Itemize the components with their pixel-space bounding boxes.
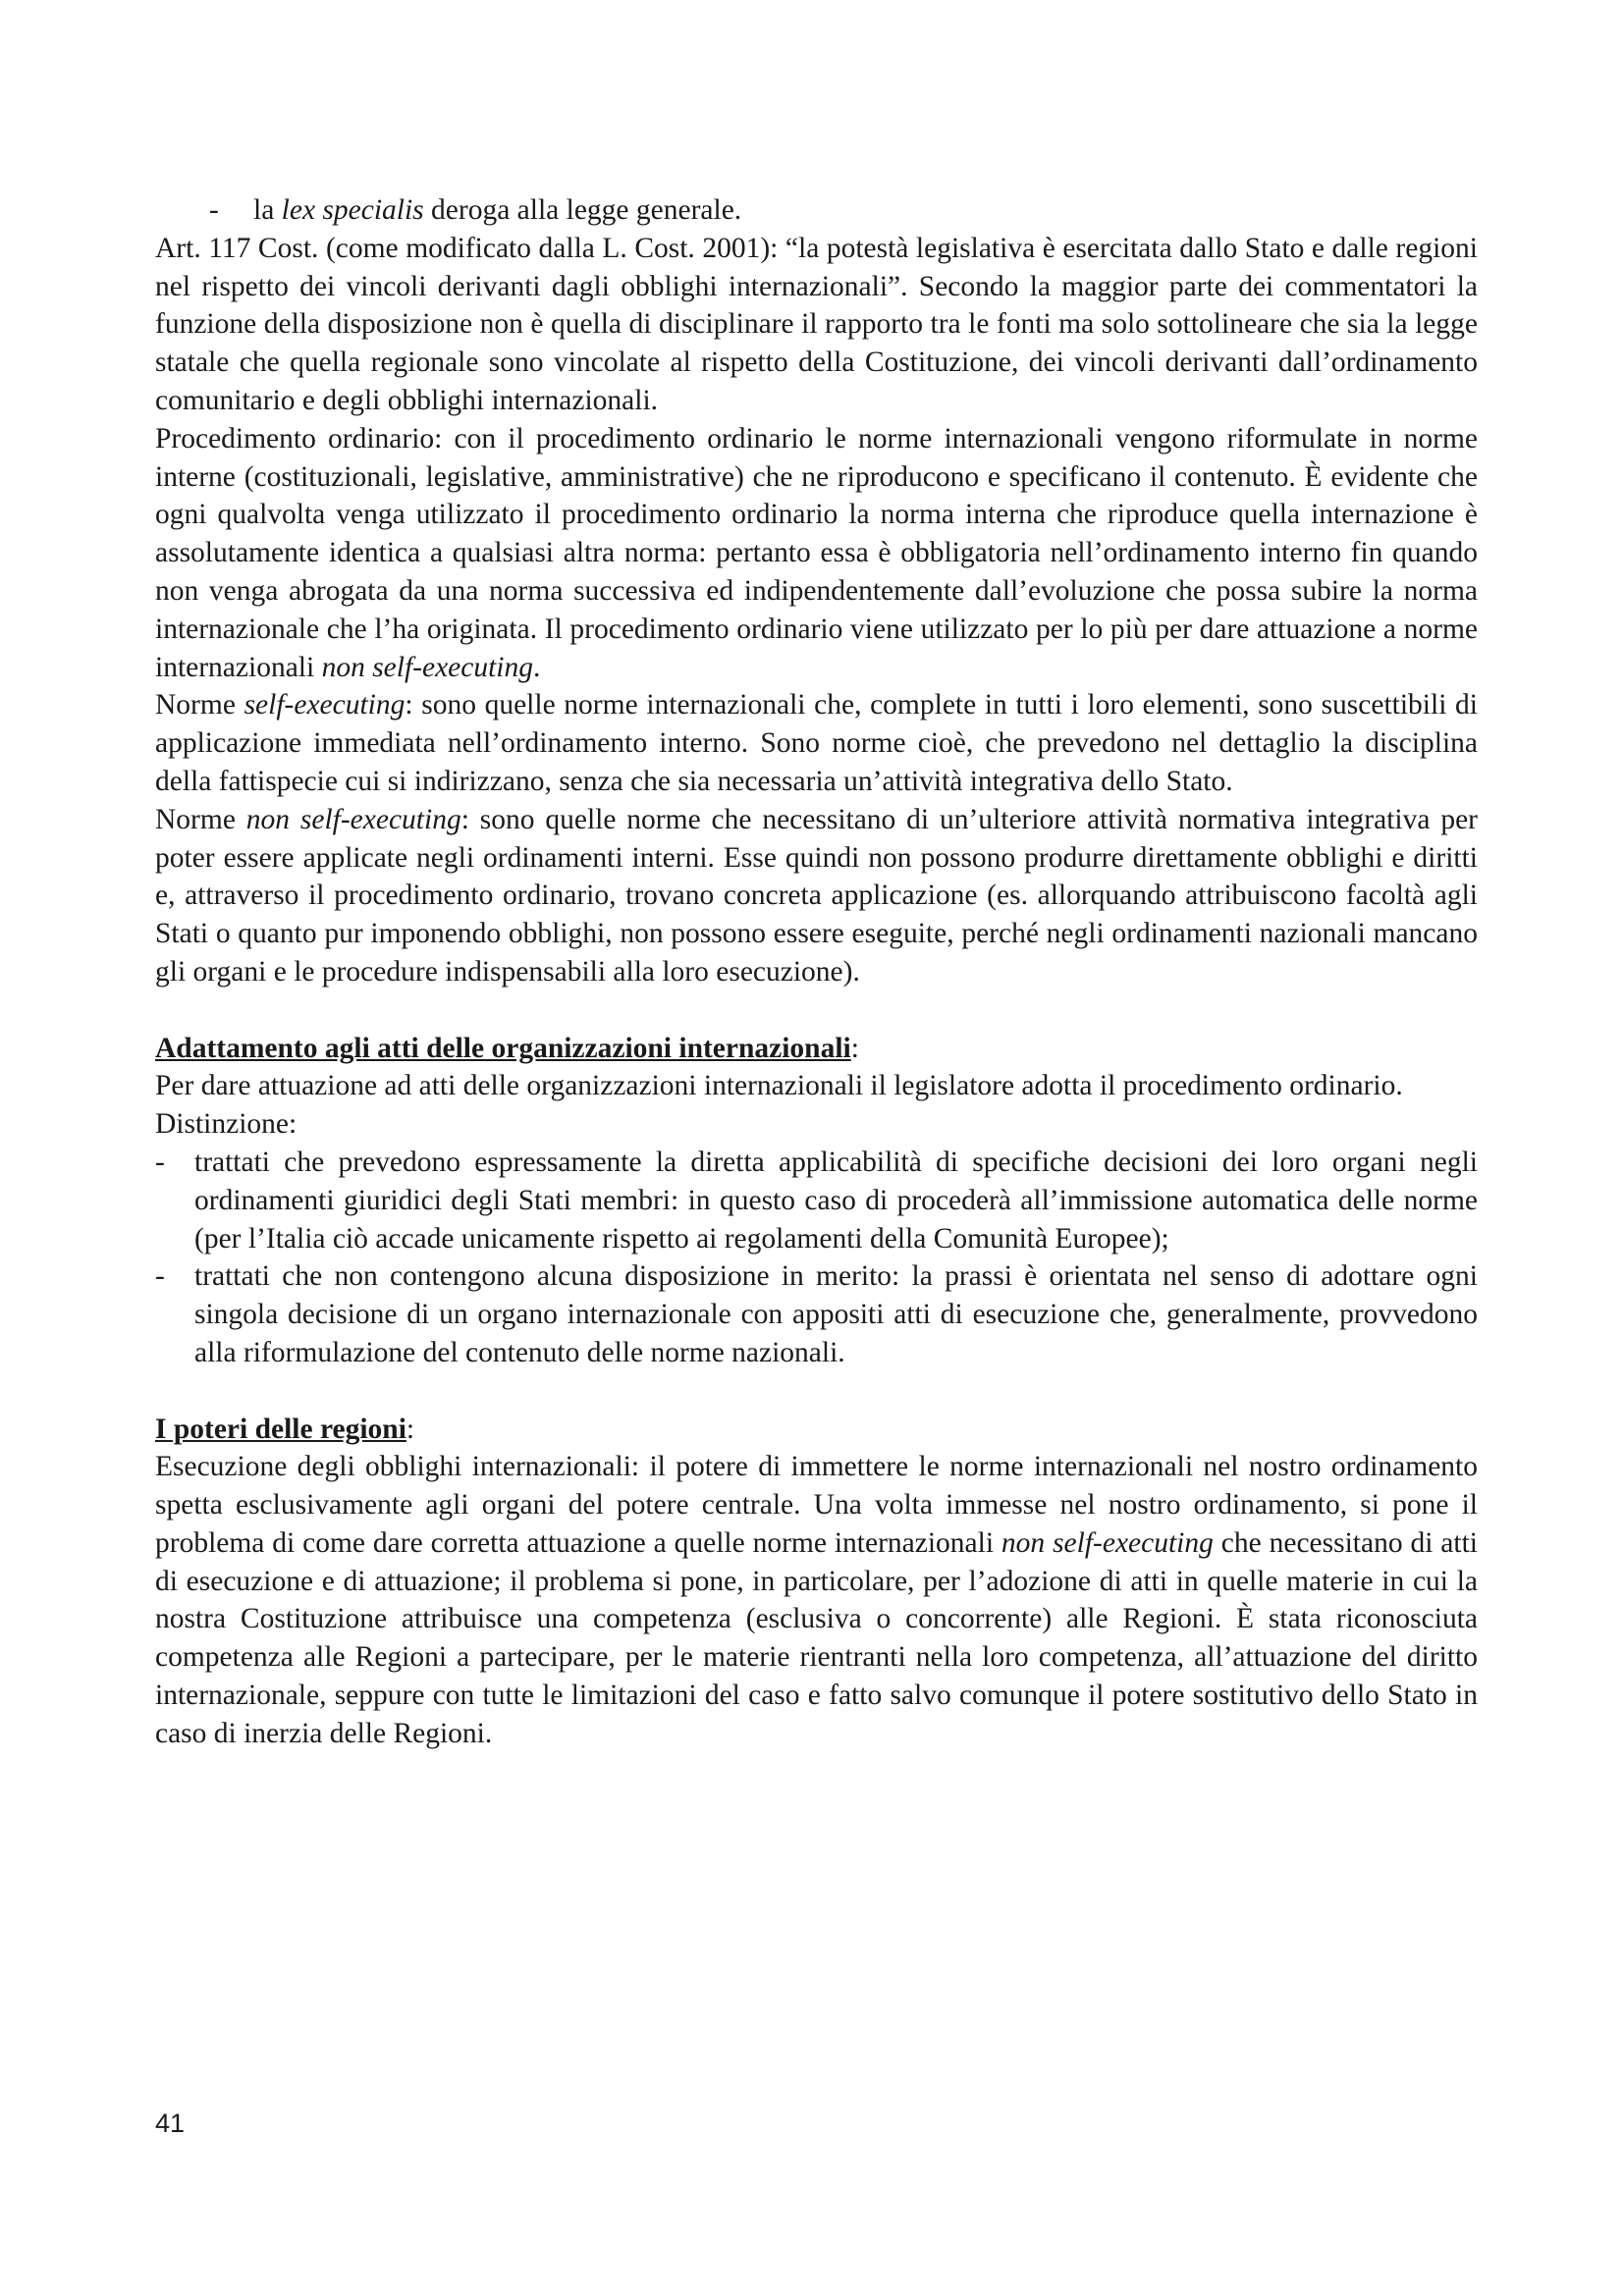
paragraph-art117: Art. 117 Cost. (come modificato dalla L. Cost. 2001): “la potestà legislativa è esercitata dallo Stato e dalle regioni nel rispetto dei vincoli derivanti dagli obblighi internazionali”. Secondo la maggior parte dei commentatori la funzione della disposizione non è quella di disciplinare il rapporto tra le fonti ma solo sottolineare che sia la legge statale che quella regionale sono vincolate al rispetto della Costituzione, dei vincoli derivanti dall’ordinamento comunitario e degli obblighi internazionali. — [155, 232, 1478, 416]
label-distinzione: Distinzione: — [155, 1108, 298, 1141]
list-item: - trattati che non contengono alcuna disposizione in merito: la prassi è orientata nel senso di adottare ogni singola decisione di un organo internazionale con appositi atti di esecuzione che, generalmente, provvedono alla riformulazione del contenuto delle norme nazionali. — [155, 1257, 1478, 1371]
paragraph-norme-non-self-executing: Norme non self-executing: sono quelle norme che necessitano di un’ulteriore attività normativa integrativa per poter essere applicate negli ordinamenti interni. Esse quindi non possono produrre direttamente obblighi e diritti e, attraverso il procedimento ordinario, trovano concreta applicazione (es. allorquando attribuiscono facoltà agli Stati o quanto pur imponendo obblighi, non possono essere eseguite, perché negli ordinamenti nazionali mancano gli organi e le procedure indispensabili alla loro esecuzione). — [155, 803, 1478, 988]
page-number: 41 — [155, 2109, 186, 2138]
section-gap — [155, 1372, 1478, 1411]
bullet-dash: - — [209, 194, 219, 226]
paragraph-norme-self-executing: Norme self-executing: sono quelle norme internazionali che, complete in tutti i loro elementi, sono suscettibili di applicazione immediata nell’ordinamento interno. Sono norme cioè, che prevedono nel dettaglio la disciplina della fattispecie cui si indirizzano, senza che sia necessaria un’attività integrativa dello Stato. — [155, 689, 1478, 797]
paragraph-procedimento-ordinario: Procedimento ordinario: con il procedimento ordinario le norme internazionali vengono riformulate in norme interne (costituzionali, legislative, amministrative) che ne riproducono e specificano il contenuto. È evidente che ogni qualvolta venga utilizzato il procedimento ordinario la norma interna che riproduce quella internazione è assolutamente identica a qualsiasi altra norma: pertanto essa è obbligatoria nell’ordinamento interno fin quando non venga abrogata da una norma successiva ed indipendentemente dall’evoluzione che possa subire la norma internazionale che l’ha originata. Il procedimento ordinario viene utilizzato per lo più per dare attuazione a norme internazionali non self-executing. — [155, 422, 1478, 683]
section-heading-adattamento: Adattamento agli atti delle organizzazioni internazionali: — [155, 1032, 859, 1064]
paragraph-esecuzione-obblighi: Esecuzione degli obblighi internazionali: il potere di immettere le norme internazionali nel nostro ordinamento spetta esclusivamente agli organi del potere centrale. Una volta immesse nel nostro ordinamento, si pone il problema di come dare corretta attuazione a quelle norme internazionali non self-executing che necessitano di atti di esecuzione e di attuazione; il problema si pone, in particolare, per l’adozione di atti in quelle materie in cui la nostra Costituzione attribuisce una competenza (esclusiva o concorrente) alle Regioni. È stata riconosciuta competenza alle Regioni a partecipare, per le materie rientranti nella loro competenza, all’attuazione del diritto internazionale, seppure con tutte le limitazioni del caso e fatto salvo comunque il potere sostitutivo dello Stato in caso di inerzia delle Regioni. — [155, 1451, 1478, 1749]
section-gap — [155, 991, 1478, 1030]
section-heading-poteri-regioni: I poteri delle regioni: — [155, 1413, 415, 1445]
bullet-dash: - — [155, 1146, 165, 1178]
bullet-dash: - — [155, 1260, 165, 1293]
page-content — [155, 191, 1478, 1753]
bullet-lex-specialis: - la lex specialis deroga alla legge generale. — [155, 191, 1478, 230]
paragraph-adattamento-intro: Per dare attuazione ad atti delle organizzazioni internazionali il legislatore adotta il procedimento ordinario. — [155, 1070, 1403, 1102]
list-item: - trattati che prevedono espressamente la diretta applicabilità di specifiche decisioni dei loro organi negli ordinamenti giuridici degli Stati membri: in questo caso di procederà all’immissione automatica delle norme (per l’Italia ciò accade unicamente rispetto ai regolamenti della Comunità Europee); — [155, 1144, 1478, 1257]
